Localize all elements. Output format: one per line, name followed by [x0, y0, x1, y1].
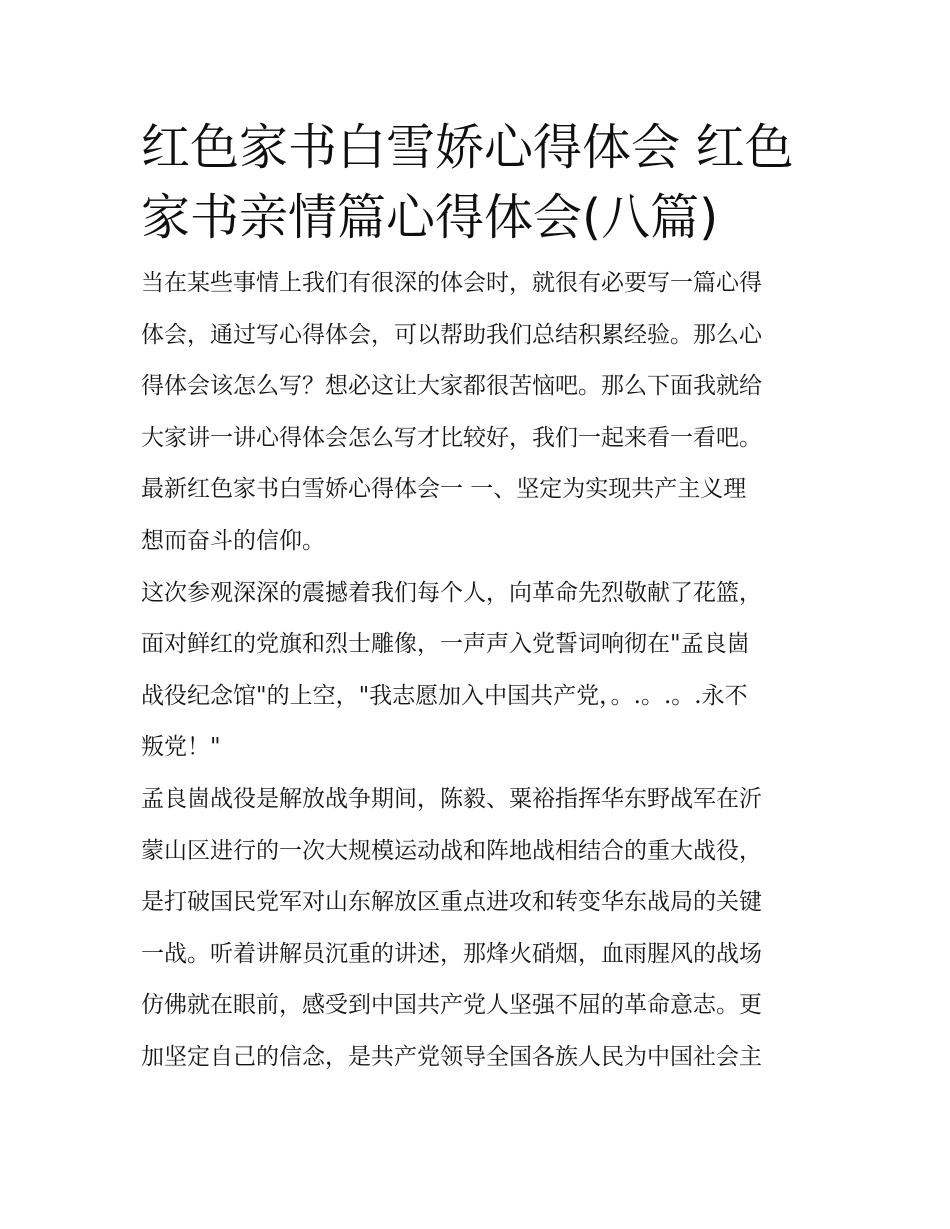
title-line: 家书亲情篇心得体会(八篇)	[141, 189, 719, 246]
body-line: 得体会该怎么写？想必这让大家都很苦恼吧。那么下面我就给	[141, 373, 762, 400]
body-line: 仿佛就在眼前，感受到中国共产党人坚强不屈的革命意志。更	[141, 992, 762, 1019]
body-line: 最新红色家书白雪娇心得体会一 一、坚定为实现共产主义理	[141, 476, 747, 503]
body-line: 蒙山区进行的一次大规模运动战和阵地战相结合的重大战役，	[141, 837, 762, 864]
body-line: 加坚定自己的信念，是共产党领导全国各族人民为中国社会主	[141, 1043, 762, 1070]
document-title	[141, 113, 813, 253]
document-content	[141, 113, 813, 1084]
body-line: 体会，通过写心得体会，可以帮助我们总结积累经验。那么心	[141, 321, 762, 348]
body-line: 一战。听着讲解员沉重的讲述，那烽火硝烟，血雨腥风的战场	[141, 940, 762, 967]
body-line: 这次参观深深的震撼着我们每个人，向革命先烈敬献了花篮，	[141, 579, 762, 606]
body-line: 孟良崮战役是解放战争期间，陈毅、粟裕指挥华东野战军在沂	[141, 785, 762, 812]
body-line: 是打破国民党军对山东解放区重点进攻和转变华东战局的关键	[141, 889, 762, 916]
body-line: 叛党！"	[141, 734, 221, 761]
title-line: 红色家书白雪娇心得体会 红色	[141, 119, 794, 176]
document-body	[141, 258, 813, 1084]
body-line: 战役纪念馆"的上空，"我志愿加入中国共产党，。.。.。.永不	[141, 682, 748, 709]
body-line: 大家讲一讲心得体会怎么写才比较好，我们一起来看一看吧。	[141, 424, 762, 451]
body-line: 面对鲜红的党旗和烈士雕像，一声声入党誓词响彻在"孟良崮	[141, 631, 750, 658]
body-line: 想而奋斗的信仰。	[141, 527, 325, 554]
body-line: 当在某些事情上我们有很深的体会时，就很有必要写一篇心得	[141, 270, 762, 296]
